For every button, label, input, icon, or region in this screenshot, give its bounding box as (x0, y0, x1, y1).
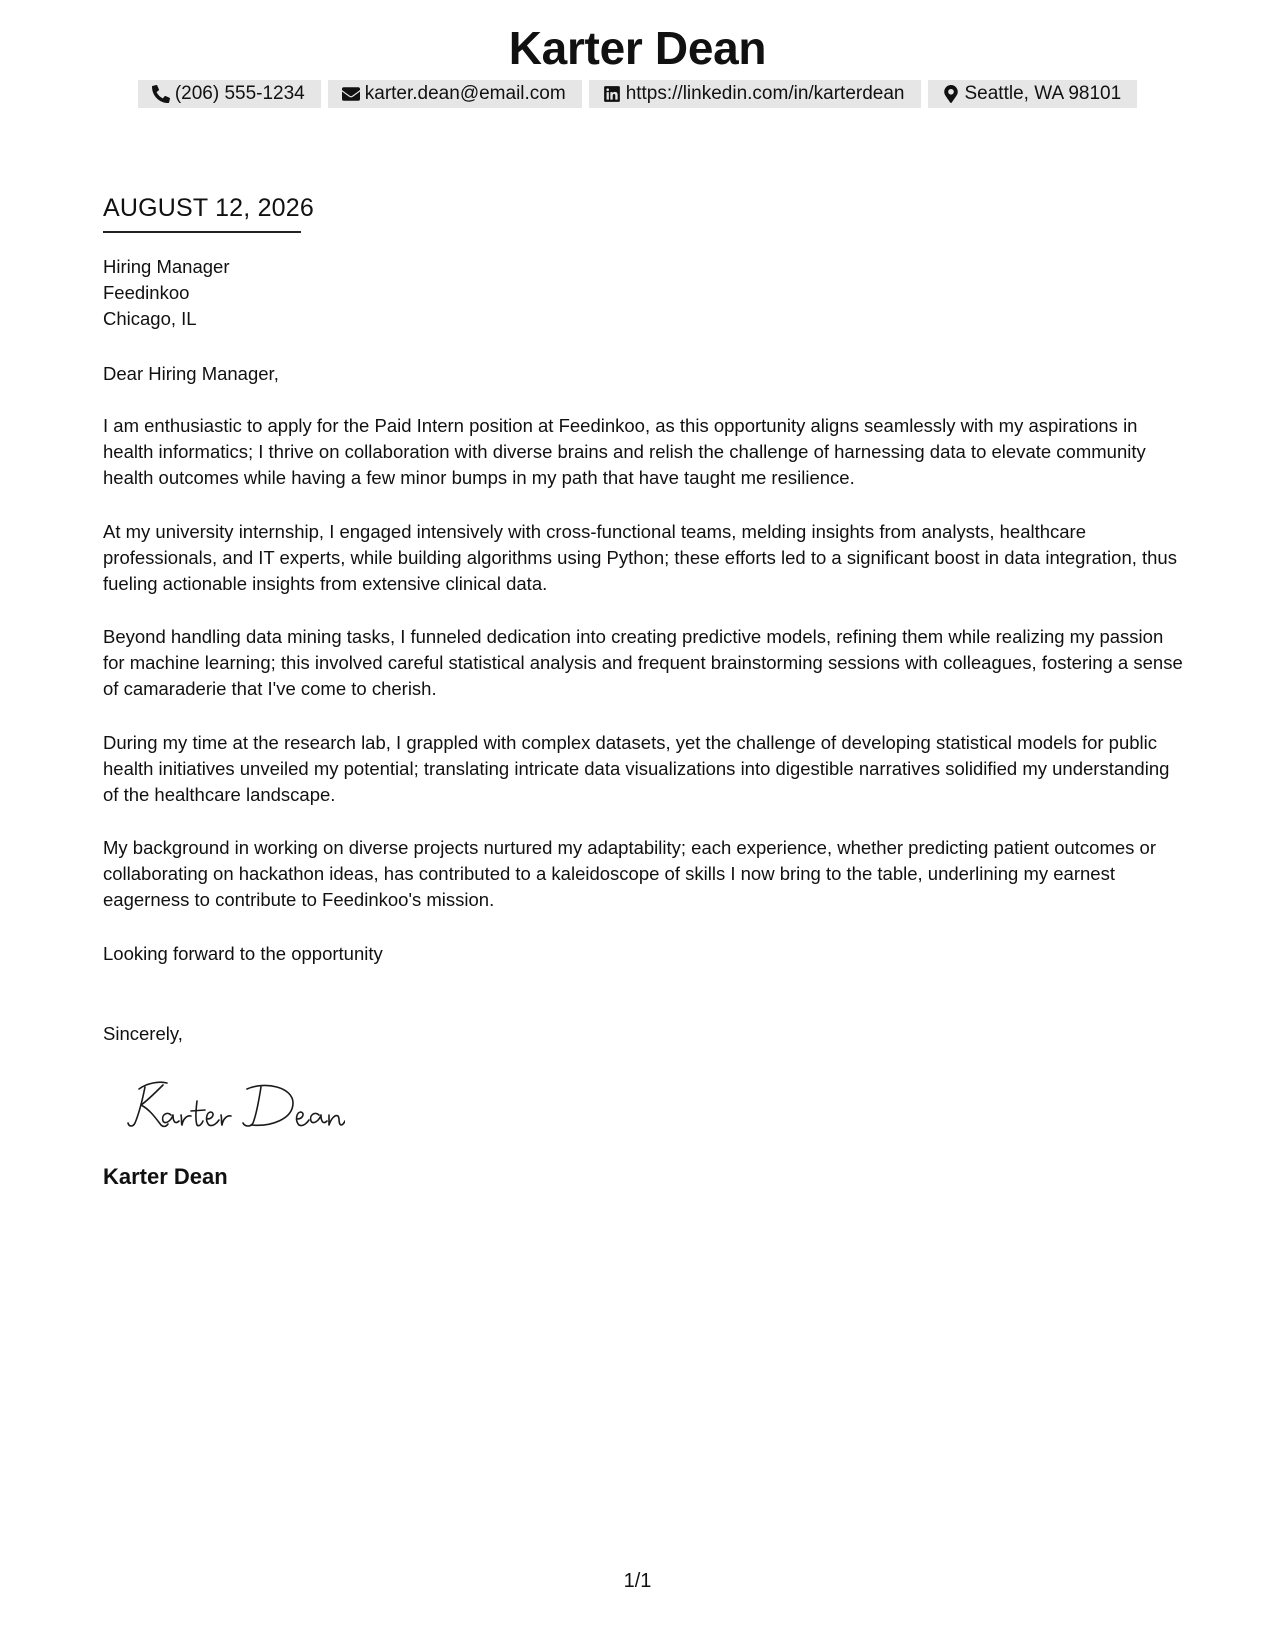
salutation: Dear Hiring Manager, (103, 363, 279, 384)
body-paragraph: My background in working on diverse projects nurtured my adaptability; each experience, whether predicting patient outcomes or collaborating on hackathon ideas, has contributed to a kaleidoscope of skills I now bring to the table, underlining my earnest eagerness to contribute to Feedinkoo's mission. (103, 837, 1157, 910)
contact-phone-text: (206) 555-1234 (174, 83, 305, 104)
contact-phone (138, 80, 321, 108)
page-number: 1/1 (623, 1570, 652, 1592)
recipient-location: Chicago, IL (103, 308, 197, 329)
handwritten-signature (125, 1075, 345, 1133)
body-paragraph: Beyond handling data mining tasks, I funneled dedication into creating predictive models, refining them while realizing my passion for machine learning; this involved careful statistical analysis and frequent brainstorming sessions with colleagues, fostering a sense of camaraderie that I've come to cherish. (103, 626, 1183, 699)
contact-email[interactable] (328, 80, 582, 108)
sign-off: Sincerely, (103, 1023, 183, 1044)
recipient-block (103, 254, 1183, 332)
contact-location (928, 80, 1138, 108)
closing-line: Looking forward to the opportunity (103, 943, 383, 964)
body-paragraph: During my time at the research lab, I grappled with complex datasets, yet the challenge of developing statistical models for public health initiatives unveiled my potential; translating intricate data visualizations into digestible narratives solidified my understanding of the healthcare landscape. (103, 732, 1170, 805)
envelope-icon (342, 85, 360, 103)
letter-date: AUGUST 12, 2026 (103, 194, 314, 222)
body-paragraph: At my university internship, I engaged intensively with cross-functional teams, melding insights from analysts, healthcare professionals, and IT experts, while building algorithms using Python; these efforts led to a significant boost in data integration, thus fueling actionable insights from extensive clinical data. (103, 521, 1177, 594)
contact-location-text: Seattle, WA 98101 (964, 83, 1122, 104)
body-paragraph: I am enthusiastic to apply for the Paid Intern position at Feedinkoo, as this opportunity aligns seamlessly with my aspirations in health informatics; I thrive on collaboration with diverse brains and relish the challenge of harnessing data to elevate community health outcomes while having a few minor bumps in my path that have taught me resilience. (103, 415, 1146, 488)
map-marker-icon (942, 85, 960, 103)
contact-linkedin-text: https://linkedin.com/in/karterdean (625, 83, 905, 104)
contact-linkedin[interactable] (589, 80, 921, 108)
linkedin-icon (603, 85, 621, 103)
applicant-name: Karter Dean (508, 22, 767, 74)
contact-email-text: karter.dean@email.com (364, 83, 566, 104)
phone-icon (152, 85, 170, 103)
recipient-title: Hiring Manager (103, 256, 230, 277)
contact-bar (0, 80, 1275, 108)
signed-name: Karter Dean (103, 1164, 228, 1189)
date-underline (103, 231, 301, 233)
recipient-company: Feedinkoo (103, 282, 190, 303)
